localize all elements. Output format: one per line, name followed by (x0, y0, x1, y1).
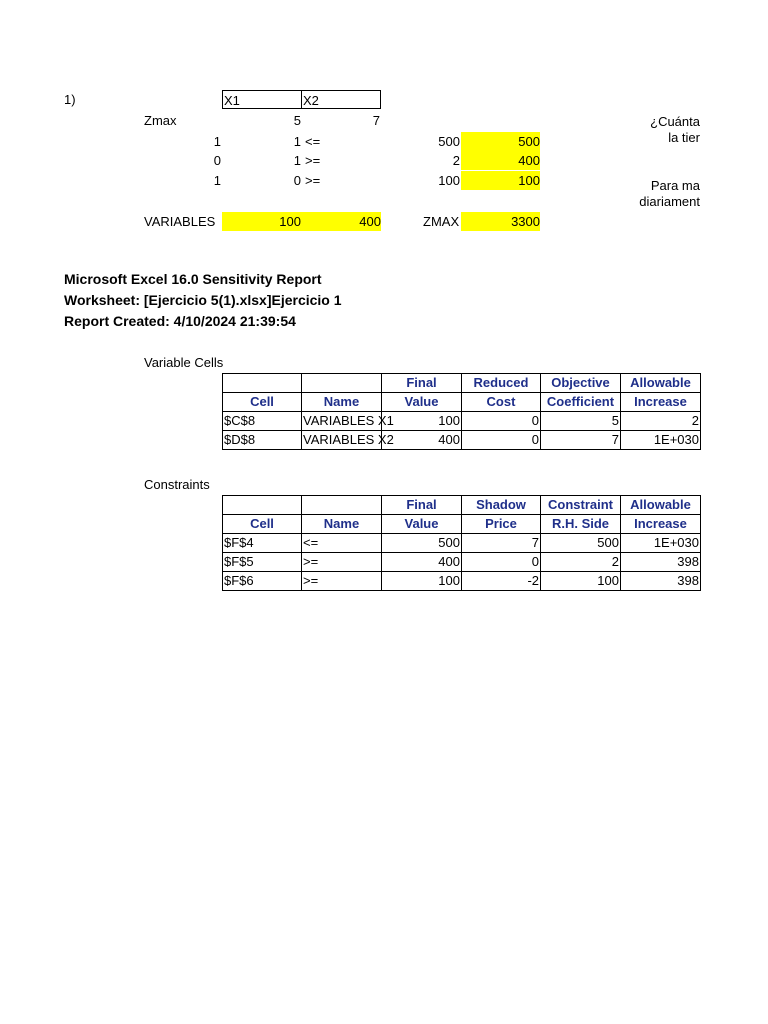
zmax-label: Zmax (144, 113, 177, 128)
constraint-1-a1: 1 (213, 134, 221, 149)
constraints-table (222, 495, 701, 591)
constraint-2-sign: >= (305, 153, 321, 168)
constraint-1-lhs: 500 (438, 134, 460, 149)
report-worksheet: Worksheet: [Ejercicio 5(1).xlsx]Ejercicio 1 (64, 292, 342, 308)
constraint-3-a2: 0 (293, 173, 301, 188)
header-coefficient: Coefficient (541, 393, 621, 412)
cell-name: VARIABLES X1 (302, 412, 382, 431)
constraint-header-row-2 (223, 515, 701, 534)
header-objective: Objective (541, 374, 621, 393)
report-title: Microsoft Excel 16.0 Sensitivity Report (64, 271, 322, 287)
cell-final: 400 (382, 553, 462, 572)
table-row (223, 412, 701, 431)
cell-increase: 398 (621, 572, 701, 591)
variable-header-row-2 (223, 393, 701, 412)
header-reduced: Reduced (462, 374, 541, 393)
header-cell (223, 374, 302, 393)
table-row (223, 534, 701, 553)
cell-final: 400 (382, 431, 462, 450)
header-constraint: Constraint (541, 496, 621, 515)
cell-objective: 7 (541, 431, 621, 450)
header-cell (302, 496, 382, 515)
header-name: Name (302, 515, 382, 534)
header-shadow: Shadow (462, 496, 541, 515)
header-price: Price (462, 515, 541, 534)
constraint-2-lhs: 2 (452, 153, 460, 168)
header-final: Final (382, 496, 462, 515)
side-note-line1: Para ma (650, 178, 700, 193)
variable-cells-table (222, 373, 701, 450)
cell-ref: $F$5 (223, 553, 302, 572)
cell-ref: $C$8 (223, 412, 302, 431)
cell-name: >= (302, 572, 382, 591)
cell-name: >= (302, 553, 382, 572)
cell-name: <= (302, 534, 382, 553)
header-x1: X1 (222, 90, 302, 109)
cell-increase: 1E+030 (621, 431, 701, 450)
cell-name: VARIABLES X2 (302, 431, 382, 450)
constraint-3-lhs: 100 (438, 173, 460, 188)
table-row (223, 431, 701, 450)
variable-cells-label: Variable Cells (144, 355, 224, 370)
constraint-3-rhs: 100 (461, 171, 540, 190)
table-row (223, 553, 701, 572)
cell-shadow: 0 (462, 553, 541, 572)
variable-x1-value: 100 (222, 212, 301, 231)
header-x2: X2 (301, 90, 381, 109)
cell-rhs: 2 (541, 553, 621, 572)
cell-final: 100 (382, 572, 462, 591)
cell-objective: 5 (541, 412, 621, 431)
cell-ref: $F$6 (223, 572, 302, 591)
constraint-1-a2: 1 (293, 134, 301, 149)
cell-ref: $D$8 (223, 431, 302, 450)
header-value: Value (382, 393, 462, 412)
report-created: Report Created: 4/10/2024 21:39:54 (64, 313, 296, 329)
constraint-1-sign: <= (305, 134, 321, 149)
header-allowable: Allowable (621, 374, 701, 393)
header-cell (223, 496, 302, 515)
cell-final: 500 (382, 534, 462, 553)
header-cell: Cell (223, 393, 302, 412)
obj-coef-x2: 7 (372, 113, 380, 128)
header-final: Final (382, 374, 462, 393)
cell-increase: 1E+030 (621, 534, 701, 553)
cell-reduced: 0 (462, 412, 541, 431)
constraint-2-a2: 1 (293, 153, 301, 168)
header-value: Value (382, 515, 462, 534)
cell-ref: $F$4 (223, 534, 302, 553)
side-question-line2: la tier (668, 130, 700, 145)
constraint-2-rhs: 400 (461, 151, 540, 170)
table-row (223, 572, 701, 591)
obj-coef-x1: 5 (293, 113, 301, 128)
header-allowable: Allowable (621, 496, 701, 515)
header-name: Name (302, 393, 382, 412)
side-note-line2: diariament (639, 194, 700, 209)
constraint-3-sign: >= (305, 173, 321, 188)
constraint-3-a1: 1 (213, 173, 221, 188)
cell-increase: 398 (621, 553, 701, 572)
header-cost: Cost (462, 393, 541, 412)
zmax-result-value: 3300 (461, 212, 540, 231)
cell-shadow: 7 (462, 534, 541, 553)
variables-label: VARIABLES (144, 214, 216, 229)
variable-x2-value: 400 (301, 212, 381, 231)
cell-rhs: 500 (541, 534, 621, 553)
header-rh-side: R.H. Side (541, 515, 621, 534)
constraint-header-row-1 (223, 496, 701, 515)
constraint-2-a1: 0 (213, 153, 221, 168)
cell-shadow: -2 (462, 572, 541, 591)
side-question-line1: ¿Cuánta (650, 114, 700, 129)
cell-increase: 2 (621, 412, 701, 431)
header-increase: Increase (621, 393, 701, 412)
zmax-result-label: ZMAX (423, 214, 460, 229)
header-increase: Increase (621, 515, 701, 534)
header-cell (302, 374, 382, 393)
variable-header-row-1 (223, 374, 701, 393)
constraints-label: Constraints (144, 477, 210, 492)
problem-number: 1) (64, 92, 76, 107)
cell-reduced: 0 (462, 431, 541, 450)
header-cell: Cell (223, 515, 302, 534)
cell-final: 100 (382, 412, 462, 431)
cell-rhs: 100 (541, 572, 621, 591)
constraint-1-rhs: 500 (461, 132, 540, 151)
